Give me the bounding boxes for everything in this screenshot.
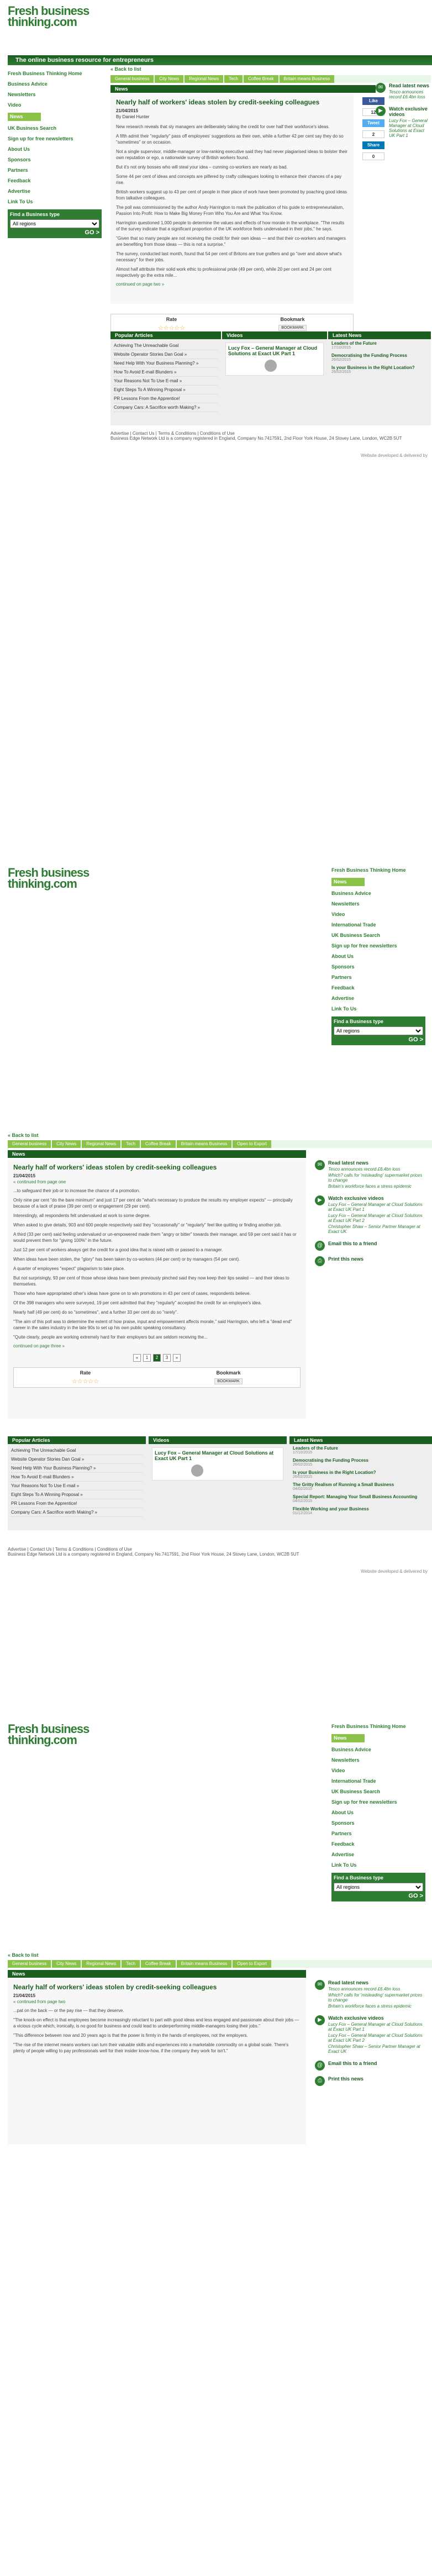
- latest-news-link[interactable]: Leaders of the Future 17/10/2015: [331, 341, 377, 350]
- rating-stars[interactable]: ☆☆☆☆☆: [71, 1378, 99, 1385]
- sidebar-item-signup[interactable]: Sign up for free newsletters: [8, 136, 73, 141]
- social-buttons: Like 12 Tweet 2 Share 0: [362, 97, 384, 164]
- sidebar: Fresh Business Thinking Home News Business Advice Newsletters Video International Trade UK Business Search Sign up for free newsletters About Us Sponsors Partners Feedback Advertise Link To Us Find a Business type All regions GO >: [331, 1724, 425, 1901]
- videos-header: Videos: [222, 331, 327, 339]
- popular-article-link[interactable]: Achieving The Unreachable Goal: [114, 341, 218, 350]
- article-date: 21/04/2015: [116, 108, 139, 113]
- sidebar-item-home[interactable]: Fresh Business Thinking Home: [8, 71, 82, 76]
- video-icon: ▶: [315, 1195, 325, 1205]
- sidebar-item-advertise[interactable]: Advertise: [8, 188, 31, 194]
- right-column: ✉ Read latest news Tesco announces record £6.4bn loss Which? calls for 'misleading' supermarket prices to change Britain's workforce faces a stress epidemic ▶ Watch exclusive videos Lucy Fox – General Manager at Cloud Solutions at Exact UK Part 1 Lucy Fox – General Manager at Cloud Solutions at Exact UK Part 2 Christopher Shaw – Senior Partner Manager at Exact UK @ Email this to a friend ⎙ Print this news: [315, 1980, 425, 2092]
- article-page-one: Nearly half of workers' ideas stolen by credit-seeking colleagues 21/04/2015 By Daniel Hunter New research reveals that sly managers are deliberately taking the credit for over half their workforce's ideas. A fifth admit their "regularly" pass off employees' suggestions as their own, while a further 42 per cent say they do so "sometimes" or on occasion. Not a single supervisor, middle-manager or low-ranking executive said they had never plagiarised ideas to bolster their own reputation or ego, a nationwide survey of British workers found. But it's not only bosses who will steal your idea – cunning co-workers are nearly as bad. Some 44 per cent of ideas and concepts are pilfered by crafty colleagues looking to enhance their chances of a pay rise. British workers suggest up to 43 per cent of people in their place of work have been promoted by poaching good ideas from talkative colleagues. The poll was commissioned by the author Andy Harrington to mark the publication of his guide to entrepreneurialism, Passion Into Profit: How to Make Big Money From Who You Are and What You Know. Harrington questioned 1,000 people to determine the values and effects of how morale in the workplace. "The results of the survey indicate that a significant proportion of the UK workforce feels undervalued in their jobs," he says. "Given that so many people are not receiving the credit for their own ideas — and that their co-workers and managers are benefiting from those ideas — this is not a surprise." The survey, conducted last month, found that 54 per cent of Britons are true grafters and go "over and above what's necessary" for their jobs. Almost half attribute their solid work ethic to professional pride (49 per cent), while 20 per cent and 24 per cent respectively go the extra mile... continued on page two »: [110, 94, 354, 304]
- sidebar-item-feedback[interactable]: Feedback: [8, 178, 31, 183]
- right-column: ✉ Read latest news Tesco announces record £6.4bn loss ▶ Watch exclusive videos Lucy Fox – General Manager at Cloud Solutions at Exact UK Part 1: [376, 83, 431, 145]
- sidebar: Fresh Business Thinking Home News Business Advice Newsletters Video International Trade UK Business Search Sign up for free newsletters About Us Sponsors Partners Feedback Advertise Link To Us Find a Business type All regions GO >: [331, 867, 425, 1045]
- tab-city[interactable]: City News: [155, 75, 183, 83]
- news-icon: ✉: [315, 1160, 325, 1170]
- article-title: Nearly half of workers' ideas stolen by credit-seeking colleagues: [116, 98, 320, 106]
- news-icon: ✉: [315, 1980, 325, 1990]
- category-tabs: General business City News Regional News Tech Coffee Break Britain means Business Open to Export: [8, 1140, 432, 1148]
- bookmark-button[interactable]: BOOKMARK: [214, 1378, 242, 1384]
- popular-article-link[interactable]: PR Lessons From the Apprentice!: [114, 394, 218, 403]
- tab-coffee[interactable]: Coffee Break: [244, 75, 278, 83]
- tab-regional[interactable]: Regional News: [185, 75, 223, 83]
- article-page-two: Nearly half of workers' ideas stolen by credit-seeking colleagues 21/04/2015 « continued from page one ...to safeguard their job or to increase the chance of a promotion. Only nine per cent "do the bare minimum" and just 17 per cent do "what's necessary to produce the results my employer expects" — principally because of a lack of praise (39 per cent) or engagement (29 per cent). Interestingly, all respondents felt undervalued at work to some degree. When asked to give details, 903 and 600 people respectively said they "occasionally" or "regularly" feel like quitting or finding another job. A third (33 per cent) said feeling undervalued or un-empowered made them "angry or bitter" towards their manager, and 59 per cent said it has or would prevent them for "giving 100%" in the future. Just 12 per cent of workers always get the credit for a good idea that is raised with or passed to a manager. When ideas have been stolen, the "glory" has been taken by co-workers (44 per cent) or by managers (54 per cent). A quarter of employees "expect" plagiarism to take place. But not surprisingly, 93 per cent of those whose ideas have been previously pinched said they now keep their lips sealed — and their ideas to themselves. Those who have appropriated other's ideas have gone on to win promotions in 43 per cent of cases, respondents believe. Of the 398 managers who were surveyed, 19 per cent admitted that they "regularly" accepted the credit for an employee's idea. Nearly half (49 per cent) do so "sometimes", and a further 33 per cent do so "rarely". "The aim of this poll was to determine the extent of how praise, input and empowerment affects morale," said Harrington, who left a "dead end" career in the sales industry in the late 90s to set up his own public speaking consultancy. "Quite clearly, people are working extremely hard for their employers but are seldom receiving the... continued on page three » « 1 2 3 » Rate ☆☆☆☆☆ Bookmark BOOKMARK: [8, 1159, 306, 1419]
- article-author: By Daniel Hunter: [116, 114, 150, 119]
- video-thumbnail[interactable]: Lucy Fox – General Manager at Cloud Solutions at Exact UK Part 1: [225, 343, 324, 376]
- rating-box: Rate ☆☆☆☆☆ Bookmark BOOKMARK: [110, 309, 354, 334]
- rating-stars[interactable]: ☆☆☆☆☆: [157, 325, 186, 331]
- site-logo[interactable]: Fresh business thinking.com: [8, 866, 89, 891]
- print-link[interactable]: Print this news: [328, 1256, 364, 1262]
- tab-tech[interactable]: Tech: [224, 75, 243, 83]
- facebook-like-button[interactable]: Like: [362, 97, 384, 105]
- popular-article-link[interactable]: Eight Steps To A Winning Proposal »: [114, 386, 218, 394]
- news-icon: ✉: [376, 83, 386, 93]
- page-three: [0, 1718, 432, 2576]
- go-button[interactable]: GO >: [408, 1036, 423, 1043]
- business-finder: Find a Business type All regions GO >: [331, 1016, 425, 1045]
- tab-general[interactable]: General business: [110, 75, 154, 83]
- news-header: News: [110, 85, 376, 93]
- linkedin-share-button[interactable]: Share: [362, 141, 384, 149]
- continued-link[interactable]: « continued from page two: [13, 1999, 66, 2004]
- video-icon: ▶: [315, 2015, 325, 2025]
- sidebar-item-sponsors[interactable]: Sponsors: [8, 157, 31, 162]
- print-icon: ⎙: [315, 1256, 325, 1266]
- continued-link[interactable]: continued on page three »: [13, 1344, 65, 1348]
- sidebar-item-video[interactable]: Video: [8, 102, 22, 108]
- page-prev[interactable]: «: [133, 1354, 141, 1362]
- footer-links[interactable]: Advertise | Contact Us | Terms & Conditions | Conditions of Use: [110, 431, 235, 436]
- page-two: Fresh business thinking.com Fresh Business Thinking Home News Business Advice Newsletters Video International Trade UK Business Search Sign up for free newsletters About Us Sponsors Partners Feedback Advertise Link To Us Find a Business type All regions GO > « Back to list General business City News Regional News Tech Coffee Break Britain means Business Open to Export News Nearly half of workers' ideas stolen by credit-seeking colleagues 21/04/2015 « continued from page one ...to safeguard their job or to increase the chance of a promotion. Only nine per cent "do the bare minimum" and just 17 per cent do "what's necessary to produce the results my employer expects" — principally because of a lack of praise (39 per cent) or engagement (29 per cent). Interestingly, all respondents felt undervalued at work to some degree. When asked to give details, 903 and 600 people respectively said they "occasionally" or "regularly" feel like quitting or finding another job. A third (33 per cent) said feeling undervalued or un-empowered made them "angry or bitter" towards their manager, and 59 per cent said it has or would prevent them for "giving 100%" in the future. Just 12 per cent of workers always get the credit for a good idea that is raised with or passed to a manager. When ideas have been stolen, the "glory" has been taken by co-workers (44 per cent) or by managers (54 per cent). A quarter of employees "expect" plagiarism to take place. But not surprisingly, 93 per cent of those whose ideas have been previously pinched said they now keep their lips sealed — and their ideas to themselves. Those who have appropriated other's ideas have gone on to win promotions in 43 per cent of cases, respondents believe. Of the 398 managers who were surveyed, 19 per cent admitted that they "regularly" accepted the credit for an employee's idea. Nearly half (49 per cent) do so "sometimes", and a further 33 per cent do so "rarely". "The aim of this poll was to determine the extent of how praise, input and empowerment affects morale," said Harrington, who left a "dead end" career in the sales industry in the late 90s to set up his own public speaking consultancy. "Quite clearly, people are working extremely hard for their employers but are seldom receiving the... continued on page three » « 1 2 3 » Rate ☆☆☆☆☆ Bookmark BOOKMARK ✉ Read latest news Tesco announces record £6.4bn loss Which? calls for 'misleading' supermarket prices to change Britain's workforce faces a stress epidemic ▶ Watch exclusive videos Lucy Fox – General Manager at Cloud Solutions at Exact UK Part 1 Lucy Fox – General Manager at Cloud Solutions at Exact UK Part 2 Christopher Shaw – Senior Partner Manager at Exact UK @ Email this to a friend ⎙ Print this news Popular Articles Achieving The Unreachable Goal Website Operator Stories Dan Goal » Need Help With Your Business Planning? » How To Avoid E-mail Blunders » Your Reasons Not To Use E-mail » Eight Steps To A Winning Proposal » PR Lessons From the Apprentice! Company Cars: A Sacrifice worth Making? » Videos Lucy Fox – General Manager at Cloud Solutions at Exact UK Part 1 Latest News Leaders of the Future 17/10/2015 Democratising the Funding Process 26/02/2015 Is your Business in the Right Location? 26/02/2015 The Gritty Realism of Running a Small Business 04/02/2015 Special Report: Managing Your Small Business Accounting 04/02/2015 Flexible Working and your Business 01/12/2014 Advertise | Contact Us | Terms & Conditions | Conditions of Use Business Edge Network Ltd is a company registered in England, Company No.7417591, 2nd Floor York House, 24 Stovey Lane, London, WC2B 5UT Website developed & delivered by: [0, 862, 432, 1696]
- continued-link[interactable]: « continued from page one: [13, 1179, 66, 1184]
- video-thumbnail[interactable]: Lucy Fox – General Manager at Cloud Solutions at Exact UK Part 1: [152, 1447, 283, 1481]
- continued-link[interactable]: continued on page two »: [116, 282, 165, 287]
- videos-link[interactable]: Watch exclusive videos: [389, 106, 428, 117]
- region-select[interactable]: [334, 1026, 423, 1035]
- back-to-list-link[interactable]: « Back to list: [110, 66, 141, 72]
- back-to-list-link[interactable]: « Back to list: [8, 1952, 39, 1958]
- page-link[interactable]: 1: [143, 1354, 151, 1362]
- sidebar-item-about[interactable]: About Us: [8, 146, 30, 152]
- sidebar-item-partners[interactable]: Partners: [8, 167, 28, 173]
- popular-article-link[interactable]: Your Reasons Not To Use E-mail »: [114, 377, 218, 386]
- go-button[interactable]: GO >: [408, 1893, 423, 1899]
- site-logo[interactable]: Fresh business thinking.com: [8, 4, 89, 29]
- sidebar-item-linktous[interactable]: Link To Us: [8, 199, 33, 204]
- sidebar: [8, 71, 102, 238]
- popular-article-link[interactable]: Company Cars: A Sacrifice worth Making? »: [114, 403, 218, 412]
- popular-article-link[interactable]: How To Avoid E-mail Blunders »: [114, 368, 218, 377]
- bookmark-button[interactable]: BOOKMARK: [278, 325, 306, 331]
- tagline-banner: The online business resource for entrepreneurs: [8, 55, 432, 65]
- print-icon: ⎙: [315, 2076, 325, 2086]
- page-link[interactable]: 2: [153, 1354, 161, 1362]
- category-tabs: General business City News Regional News Tech Coffee Break Britain means Business Open to Export: [8, 1960, 432, 1968]
- region-select[interactable]: [10, 219, 99, 228]
- popular-article-link[interactable]: Need Help With Your Business Planning? »: [114, 359, 218, 368]
- email-friend-link[interactable]: Email this to a friend: [328, 1241, 377, 1246]
- footer: Advertise | Contact Us | Terms & Conditions | Conditions of Use Business Edge Network Ltd is a company registered in England, Company No.7417591, 2nd Floor York House, 24 Stovey Lane, London, WC2B 5UT: [8, 1547, 299, 1557]
- page-one: Fresh business thinking.com The online business resource for entrepreneurs Fresh Business Thinking Home Business Advice Newsletters Video News UK Business Search Sign up for free newsletters About Us Sponsors Partners Feedback Advertise Link To Us Find a Business type All regions GO > « Back to list General business City News Regional News Tech Coffee Break Britain means Business News Nearly half of workers' ideas stolen by credit-seeking colleagues 21/04/2015 By Daniel Hunter New research reveals that sly managers are deliberately taking the credit for over half their workforce's ideas. A fifth admit their "regularly" pass off employees' suggestions as their own, while a further 42 per cent say they do so "sometimes" or on occasion. Not a single supervisor, middle-manager or low-ranking executive said they had never plagiarised ideas to bolster their own reputation or ego, a nationwide survey of British workers found. But it's not only bosses who will steal your idea – cunning co-workers are nearly as bad. Some 44 per cent of ideas and concepts are pilfered by crafty colleagues looking to enhance their chances of a pay rise. British workers suggest up to 43 per cent of people in their place of work have been promoted by poaching good ideas from talkative colleagues. The poll was commissioned by the author Andy Harrington to mark the publication of his guide to entrepreneurialism, Passion Into Profit: How to Make Big Money From Who You Are and What You Know. Harrington questioned 1,000 people to determine the values and effects of how morale in the workplace. "The results of the survey indicate that a significant proportion of the UK workforce feels undervalued in their jobs," he says. "Given that so many people are not receiving the credit for their own ideas — and that their co-workers and managers are benefiting from those ideas — this is not a surprise." The survey, conducted last month, found that 54 per cent of Britons are true grafters and go "over and above what's necessary" for their jobs. Almost half attribute their solid work ethic to professional pride (49 per cent), while 20 per cent and 24 per cent respectively go the extra mile... continued on page two » Like 12 Tweet 2 Share 0 Rate ☆☆☆☆☆ Bookmark BOOKMARK ✉ Read latest news Tesco announces record £6.4bn loss ▶ Watch exclusive videos Lucy Fox – General Manager at Cloud Solutions at Exact UK Part 1 Popular Articles Achieving The Unreachable Goal Website Operator Stories Dan Goal » Need Help With Your Business Planning? » How To Avoid E-mail Blunders » Your Reasons Not To Use E-mail » Eight Steps To A Winning Proposal » PR Lessons From the Apprentice! Company Cars: A Sacrifice worth Making? » Videos Lucy Fox – General Manager at Cloud Solutions at Exact UK Part 1 Latest News Leaders of the Future 17/10/2015 Democratising the Funding Process 26/02/2015 Is your Business in the Right Location? 26/02/2015 Advertise | Contact Us | Terms & Conditions | Conditions of Use Business Edge Network Ltd is a company registered in England, Company No.7417591, 2nd Floor York House, 24 Stovey Lane, London, WC2B 5UT Website developed & delivered by: [0, 0, 432, 470]
- latest-news-link[interactable]: Is your Business in the Right Location? 26/02/2015: [331, 365, 415, 374]
- news-header: News: [8, 1150, 306, 1158]
- sidebar-item-newsletters[interactable]: Newsletters: [8, 92, 36, 97]
- go-button[interactable]: GO >: [85, 229, 99, 236]
- play-icon[interactable]: [191, 1465, 203, 1477]
- popular-articles-header: Popular Articles: [110, 331, 221, 339]
- sidebar-item-news[interactable]: News: [8, 113, 41, 121]
- email-icon: @: [315, 1241, 325, 1251]
- sidebar-item-uk-search[interactable]: UK Business Search: [8, 125, 57, 131]
- right-column: ✉ Read latest news Tesco announces record £6.4bn loss Which? calls for 'misleading' supermarket prices to change Britain's workforce faces a stress epidemic ▶ Watch exclusive videos Lucy Fox – General Manager at Cloud Solutions at Exact UK Part 1 Lucy Fox – General Manager at Cloud Solutions at Exact UK Part 2 Christopher Shaw – Senior Partner Manager at Exact UK @ Email this to a friend ⎙ Print this news: [315, 1160, 425, 1272]
- rating-box: Rate ☆☆☆☆☆ Bookmark BOOKMARK: [13, 1367, 301, 1388]
- region-select[interactable]: [334, 1883, 423, 1892]
- email-icon: @: [315, 2061, 325, 2071]
- back-to-list-link[interactable]: « Back to list: [8, 1132, 39, 1138]
- tweet-button[interactable]: Tweet: [362, 119, 384, 127]
- latest-news-header: Latest News: [328, 331, 431, 339]
- read-news-link[interactable]: Read latest news: [389, 83, 430, 88]
- news-header: News: [8, 1970, 306, 1978]
- business-finder: Find a Business type All regions GO >: [331, 1873, 425, 1901]
- video-icon: ▶: [376, 106, 386, 116]
- business-finder: Find a Business type All regions GO >: [8, 209, 102, 238]
- sidebar-item-advice[interactable]: Business Advice: [8, 81, 48, 87]
- article-page-three: Nearly half of workers' ideas stolen by credit-seeking colleagues 21/04/2015 « continued from page two ...pat on the back — or the pay rise — that they deserve. "The knock-on effect is that employees become increasingly reluctant to part with good ideas and less engaged and passionate about their jobs — a vicious cycle which, ironically, is no good for business and could lead to underperforming middle-managers losing their jobs." "This difference between now and 20 years ago is that the power is firmly in the hands of employees, not the employers. "The rise of the internet means workers can turn their valuable skills and experiences into a marketable commodity on a global scale. There's plenty of people willing to pay professionals well for their insider know-how, if the company they work for isn't.": [8, 1979, 306, 2145]
- popular-article-link[interactable]: Website Operator Stories Dan Goal »: [114, 350, 218, 359]
- bottom-panels: [110, 331, 431, 425]
- site-logo[interactable]: Fresh business thinking.com: [8, 1722, 89, 1747]
- play-icon[interactable]: [265, 360, 277, 372]
- latest-news-link[interactable]: Democratising the Funding Process 26/02/2015: [331, 353, 407, 362]
- page-next[interactable]: »: [173, 1354, 181, 1362]
- pagination: [13, 1354, 301, 1362]
- page-link[interactable]: 3: [163, 1354, 171, 1362]
- bottom-panels: Popular Articles Achieving The Unreachable Goal Website Operator Stories Dan Goal » Need Help With Your Business Planning? » How To Avoid E-mail Blunders » Your Reasons Not To Use E-mail » Eight Steps To A Winning Proposal » PR Lessons From the Apprentice! Company Cars: A Sacrifice worth Making? » Videos Lucy Fox – General Manager at Cloud Solutions at Exact UK Part 1 Latest News Leaders of the Future 17/10/2015 Democratising the Funding Process 26/02/2015 Is your Business in the Right Location? 26/02/2015 The Gritty Realism of Running a Small Business 04/02/2015 Special Report: Managing Your Small Business Accounting 04/02/2015 Flexible Working and your Business 01/12/2014: [8, 1436, 432, 1530]
- tab-britain[interactable]: Britain means Business: [280, 75, 335, 83]
- category-tabs: [110, 75, 431, 83]
- footer: Advertise | Contact Us | Terms & Conditions | Conditions of Use Business Edge Network Ltd is a company registered in England, Company No.7417591, 2nd Floor York House, 24 Stovey Lane, London, WC2B 5UT: [110, 431, 431, 441]
